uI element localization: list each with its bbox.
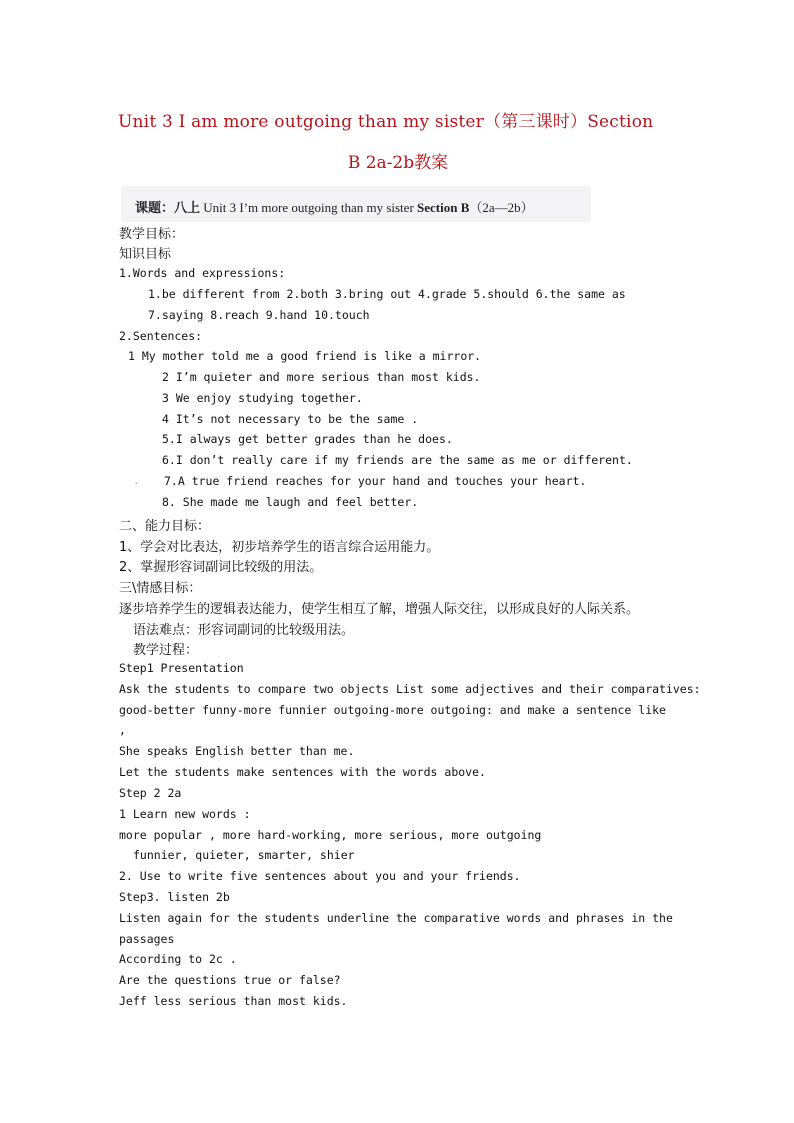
words-line-1: 1.be different from 2.both 3.bring out 4.grade 5.should 6.the same as — [148, 287, 626, 301]
words-line-2: 7.saying 8.reach 9.hand 10.touch — [148, 308, 370, 322]
sentence-item: 8. She made me laugh and feel better. — [162, 495, 419, 509]
step2-line: funnier, quieter, smarter, shier — [133, 848, 355, 862]
step2-line: more popular , more hard-working, more serious, more outgoing — [119, 828, 542, 842]
sentence-item: 7.A true friend reaches for your hand and touches your heart. — [164, 474, 587, 488]
subject-text: Unit 3 I’m more outgoing than my sister — [200, 200, 418, 215]
grammar-difficulty: 语法难点：形容词副词的比较级用法。 — [133, 623, 355, 638]
sentence-item: 1 My mother told me a good friend is like a mirror. — [128, 349, 482, 363]
step2-title: Step 2 2a — [119, 786, 182, 800]
step2-line: 1 Learn new words : — [119, 807, 251, 821]
teaching-goals-heading: 教学目标： — [119, 227, 185, 242]
sentence-item: 6.I don’t really care if my friends are the same as me or different. — [162, 453, 633, 467]
step3-line: Listen again for the students underline the comparative words and phrases in the — [119, 911, 673, 925]
words-heading: 1.Words and expressions: — [119, 266, 286, 280]
ability-goal-item: 2、掌握形容词副词比较级的用法。 — [119, 560, 323, 575]
step2-line: 2. Use to write five sentences about you and your friends. — [119, 869, 521, 883]
step1-title: Step1 Presentation — [119, 661, 244, 675]
document-title-line-1: Unit 3 I am more outgoing than my sister（第三课时）Section — [118, 112, 654, 132]
step3-title: Step3. listen 2b — [119, 890, 230, 904]
bullet-dot: . — [133, 474, 140, 487]
teaching-process-heading: 教学过程： — [133, 643, 199, 658]
ability-goals-heading: 二、能力目标： — [119, 519, 211, 534]
sentence-item: 5.I always get better grades than he does. — [162, 432, 453, 446]
emotion-goals-heading: 三\情感目标： — [119, 581, 202, 596]
sentence-item: 2 I’m quieter and more serious than most kids. — [162, 370, 481, 384]
sentence-item: 4 It’s not necessary to be the same . — [162, 412, 419, 426]
step1-line: Ask the students to compare two objects List some adjectives and their comparatives: — [119, 682, 701, 696]
subject-range: （2a—2b） — [469, 200, 534, 215]
step1-line: Let the students make sentences with the words above. — [119, 765, 486, 779]
document-title-line-2: B 2a-2b教案 — [347, 153, 449, 173]
step3-line: passages — [119, 932, 175, 946]
sentences-heading: 2.Sentences: — [119, 329, 203, 343]
step1-line: good-better funny-more funnier outgoing-more outgoing: and make a sentence like — [119, 703, 666, 717]
step1-line: She speaks English better than me. — [119, 744, 355, 758]
subject-label: 课题：八上 — [135, 200, 201, 215]
step1-line: , — [119, 723, 126, 737]
knowledge-goals-heading: 知识目标 — [119, 247, 172, 262]
sentence-item: 3 We enjoy studying together. — [162, 391, 363, 405]
step3-line: According to 2c . — [119, 952, 237, 966]
ability-goal-item: 1、学会对比表达，初步培养学生的语言综合运用能力。 — [119, 540, 440, 555]
step3-line: Are the questions true or false? — [119, 973, 341, 987]
subject-section: Section B — [417, 200, 470, 215]
step3-line: Jeff less serious than most kids. — [119, 994, 348, 1008]
emotion-goals-text: 逐步培养学生的逻辑表达能力，使学生相互了解，增强人际交往，以形成良好的人际关系。 — [119, 602, 640, 617]
subject-banner — [121, 186, 591, 222]
